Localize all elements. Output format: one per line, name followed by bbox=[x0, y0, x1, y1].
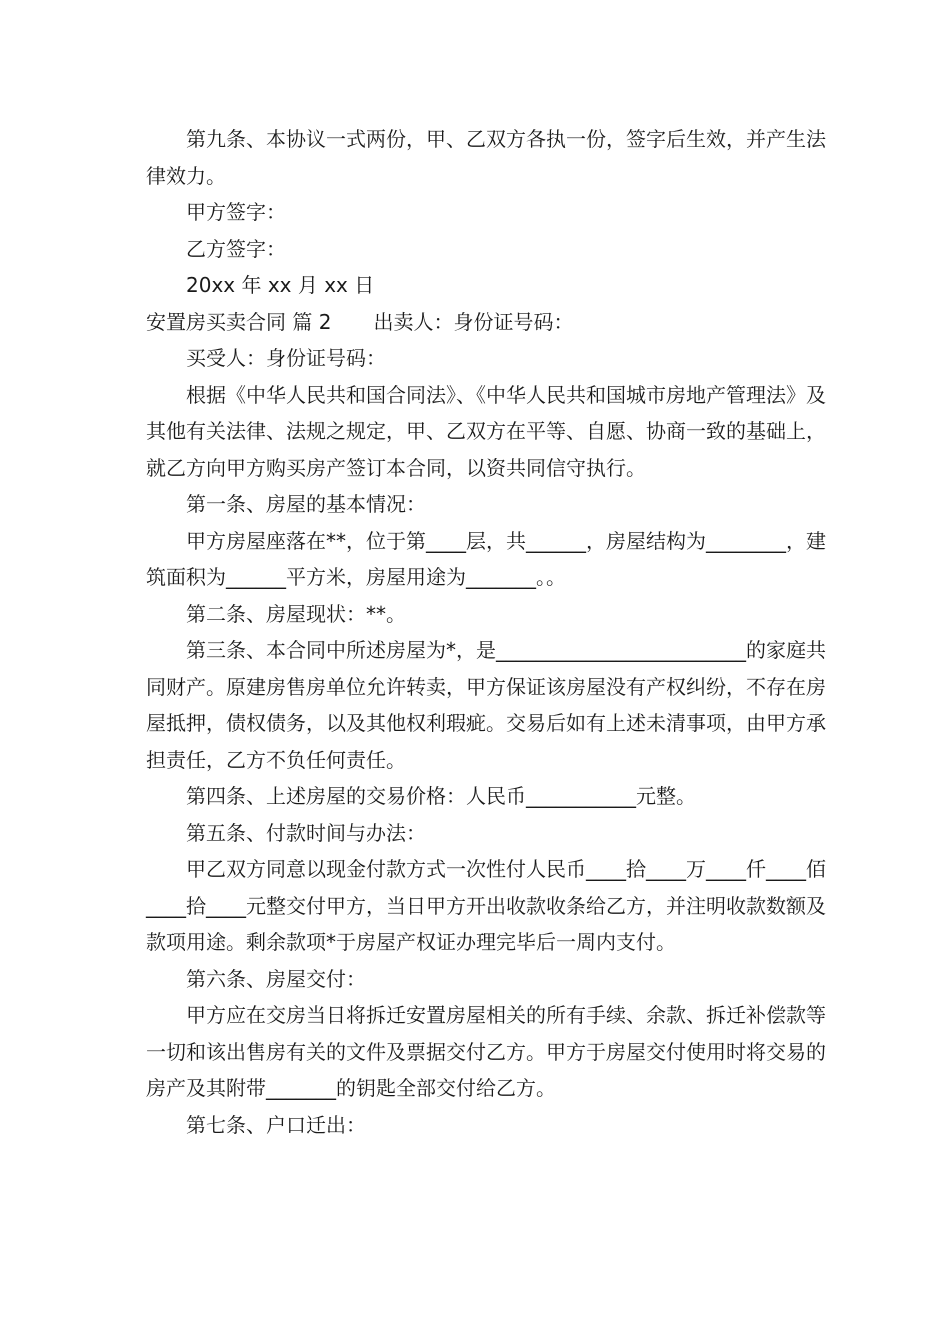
party-b-signature-label: 乙方签字： bbox=[186, 236, 286, 261]
article-3-paragraph: 第三条、本合同中所述房屋为*，是_________________________的家庭共同财产。原建房售房单位允许转卖，甲方保证该房屋没有产权纠纷，不存在房屋抵押，债权债务，以及其他权利瑕疵。交易后如有上述未清事项，由甲方承担责任，乙方不负任何责任。 bbox=[146, 638, 826, 772]
article-2-heading: 第二条、房屋现状：**。 bbox=[186, 601, 406, 626]
article-6-heading: 第六条、房屋交付： bbox=[186, 966, 366, 991]
preamble-paragraph: 根据《中华人民共和国合同法》、《中华人民共和国城市房地产管理法》及其他有关法律、法规之规定，甲、乙双方在平等、自愿、协商一致的基础上，就乙方向甲方购买房产签订本合同，以资共同信守执行。 bbox=[146, 382, 826, 480]
signature-date: 20xx 年 xx 月 xx 日 bbox=[186, 273, 375, 297]
article-6-paragraph: 甲方应在交房当日将拆迁安置房屋相关的所有手续、余款、拆迁补偿款等一切和该出售房有关的文件及票据交付乙方。甲方于房屋交付使用时将交易的房产及其附带_______的钥匙全部交付给乙方。 bbox=[146, 1003, 826, 1100]
article-1-paragraph: 甲方房屋座落在**，位于第____层，共______，房屋结构为________，建筑面积为______平方米，房屋用途为_______。。 bbox=[146, 528, 826, 589]
article-7-heading: 第七条、户口迁出： bbox=[186, 1112, 366, 1137]
article-5-heading: 第五条、付款时间与办法： bbox=[186, 820, 426, 845]
seller-id-label: 出卖人：身份证号码： bbox=[373, 309, 574, 334]
section-title: 安置房买卖合同 篇 2 bbox=[146, 309, 332, 334]
article-5-paragraph: 甲乙双方同意以现金付款方式一次性付人民币____拾____万____仟____佰____拾____元整交付甲方，当日甲方开出收款收条给乙方，并注明收款数额及款项用途。剩余款项*于房屋产权证办理完毕后一周内支付。 bbox=[146, 857, 826, 954]
article-9-paragraph: 第九条、本协议一式两份，甲、乙双方各执一份，签字后生效，并产生法律效力。 bbox=[146, 127, 826, 188]
party-a-signature-label: 甲方签字： bbox=[186, 200, 286, 224]
article-4-paragraph: 第四条、上述房屋的交易价格：人民币___________元整。 bbox=[186, 784, 696, 808]
document-body bbox=[146, 121, 826, 1143]
buyer-id-label: 买受人：身份证号码： bbox=[186, 346, 386, 370]
article-1-heading: 第一条、房屋的基本情况： bbox=[186, 492, 426, 516]
section-heading-line bbox=[146, 304, 826, 341]
